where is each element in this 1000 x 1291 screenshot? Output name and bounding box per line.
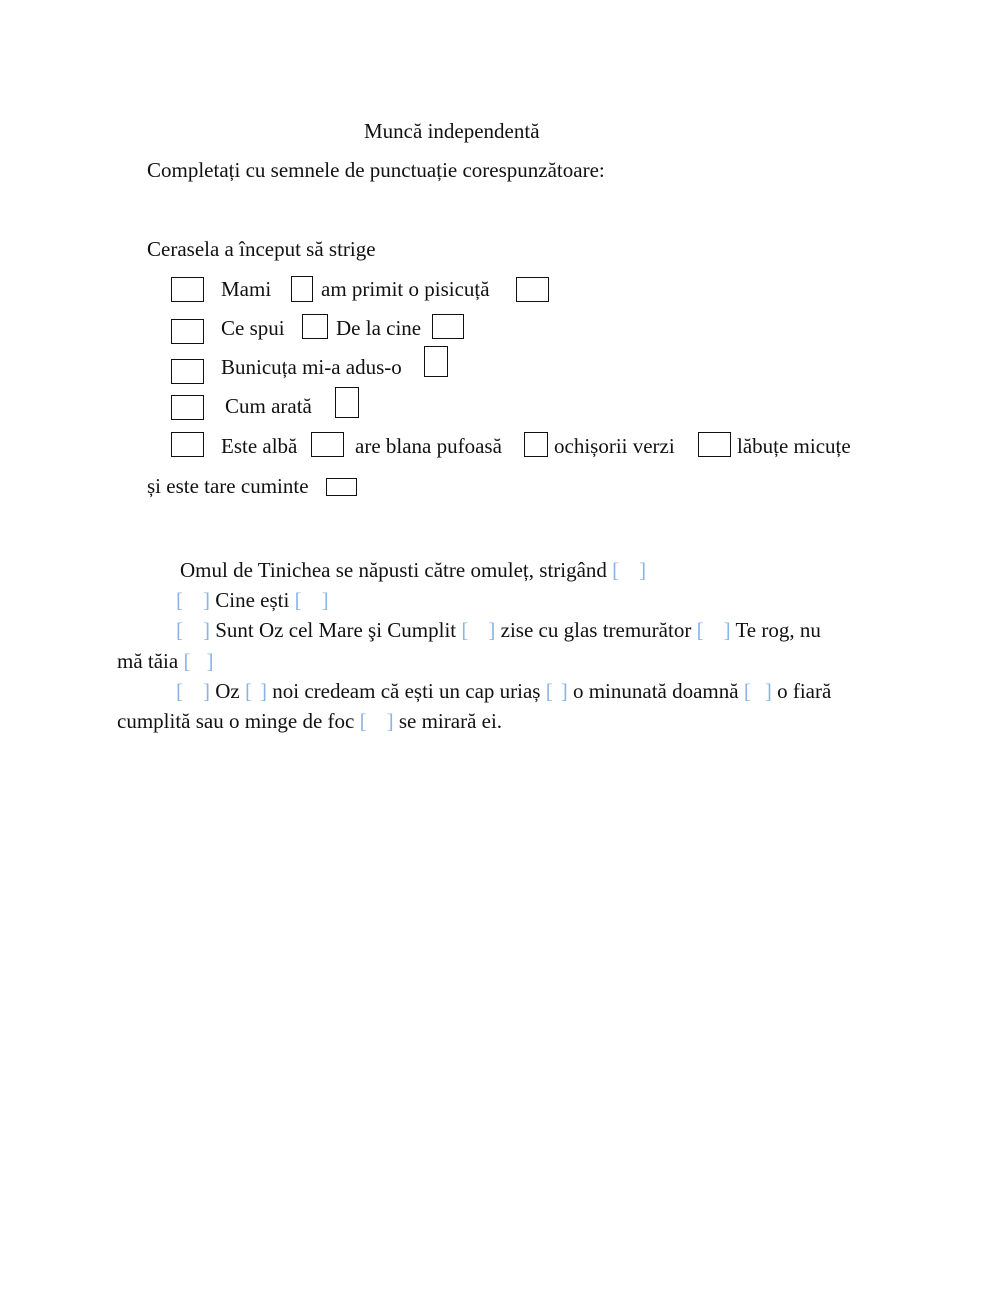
bracket-blank[interactable]: [ ] bbox=[359, 709, 394, 733]
ex2-line-1 bbox=[180, 558, 646, 582]
bracket-blank[interactable]: [ ] bbox=[545, 679, 568, 703]
ex2-line-5 bbox=[176, 679, 831, 703]
ex2-text: Cine ești bbox=[215, 588, 290, 612]
ex2-text: o minunată doamnă bbox=[572, 679, 739, 703]
ex2-line-6 bbox=[117, 709, 502, 733]
ex1-text-ce-spui: Ce spui bbox=[221, 316, 285, 340]
answer-box-2-1[interactable] bbox=[171, 319, 204, 344]
ex1-text-am-primit: am primit o pisicuță bbox=[321, 277, 490, 301]
bracket-blank[interactable]: [ ] bbox=[176, 679, 210, 703]
ex1-text-mami: Mami bbox=[221, 277, 272, 301]
bracket-blank[interactable]: [ ] bbox=[612, 558, 647, 582]
answer-box-3-1[interactable] bbox=[171, 359, 204, 384]
ex2-text: o fiară bbox=[777, 679, 832, 703]
ex2-line-4 bbox=[117, 649, 213, 673]
answer-box-1-2[interactable] bbox=[291, 276, 313, 302]
ex1-text-cum-arata: Cum arată bbox=[225, 394, 312, 418]
ex2-text: se mirară ei. bbox=[398, 709, 503, 733]
bracket-blank[interactable]: [ ] bbox=[461, 618, 496, 642]
ex2-text: Oz bbox=[215, 679, 240, 703]
ex2-text: Omul de Tinichea se năpusti către omuleț, strigând bbox=[180, 558, 607, 582]
ex1-text-labute: lăbuțe micuțe bbox=[737, 434, 851, 458]
ex2-text: cumplită sau o minge de foc bbox=[117, 709, 355, 733]
instruction-text: Completați cu semnele de punctuație corespunzătoare: bbox=[147, 158, 605, 182]
ex2-text: zise cu glas tremurător bbox=[500, 618, 692, 642]
ex2-line-2 bbox=[176, 588, 329, 612]
ex1-text-si-este: și este tare cuminte bbox=[147, 474, 309, 498]
answer-box-2-3[interactable] bbox=[432, 314, 464, 339]
ex2-line-3 bbox=[176, 618, 821, 642]
ex2-text: noi credeam că ești un cap uriaș bbox=[272, 679, 541, 703]
ex1-text-are-blana: are blana pufoasă bbox=[355, 434, 502, 458]
answer-box-4-2[interactable] bbox=[335, 387, 359, 418]
answer-box-6-1[interactable] bbox=[326, 478, 357, 496]
answer-box-5-4[interactable] bbox=[698, 432, 731, 457]
answer-box-5-1[interactable] bbox=[171, 432, 204, 457]
page-title: Muncă independentă bbox=[364, 119, 540, 143]
ex2-text: Sunt Oz cel Mare şi Cumplit bbox=[215, 618, 457, 642]
bracket-blank[interactable]: [ ] bbox=[294, 588, 329, 612]
ex1-text-de-la-cine: De la cine bbox=[336, 316, 422, 340]
bracket-blank[interactable]: [ ] bbox=[245, 679, 267, 703]
bracket-blank[interactable]: [ ] bbox=[743, 679, 772, 703]
bracket-blank[interactable]: [ ] bbox=[176, 618, 210, 642]
ex1-text-este-alba: Este albă bbox=[221, 434, 298, 458]
bracket-blank[interactable]: [ ] bbox=[696, 618, 731, 642]
ex2-text: mă tăia bbox=[117, 649, 179, 673]
answer-box-1-3[interactable] bbox=[516, 277, 549, 302]
ex1-text-ochisorii: ochișorii verzi bbox=[554, 434, 675, 458]
answer-box-2-2[interactable] bbox=[302, 314, 328, 339]
answer-box-3-2[interactable] bbox=[424, 346, 448, 377]
ex2-text: Te rog, nu bbox=[735, 618, 821, 642]
answer-box-5-2[interactable] bbox=[311, 432, 344, 457]
answer-box-4-1[interactable] bbox=[171, 395, 204, 420]
bracket-blank[interactable]: [ ] bbox=[176, 588, 210, 612]
bracket-blank[interactable]: [ ] bbox=[183, 649, 214, 673]
ex1-text-bunicuta: Bunicuța mi-a adus-o bbox=[221, 355, 402, 379]
answer-box-1-1[interactable] bbox=[171, 277, 204, 302]
exercise1-intro: Cerasela a început să strige bbox=[147, 237, 376, 261]
answer-box-5-3[interactable] bbox=[524, 432, 548, 457]
